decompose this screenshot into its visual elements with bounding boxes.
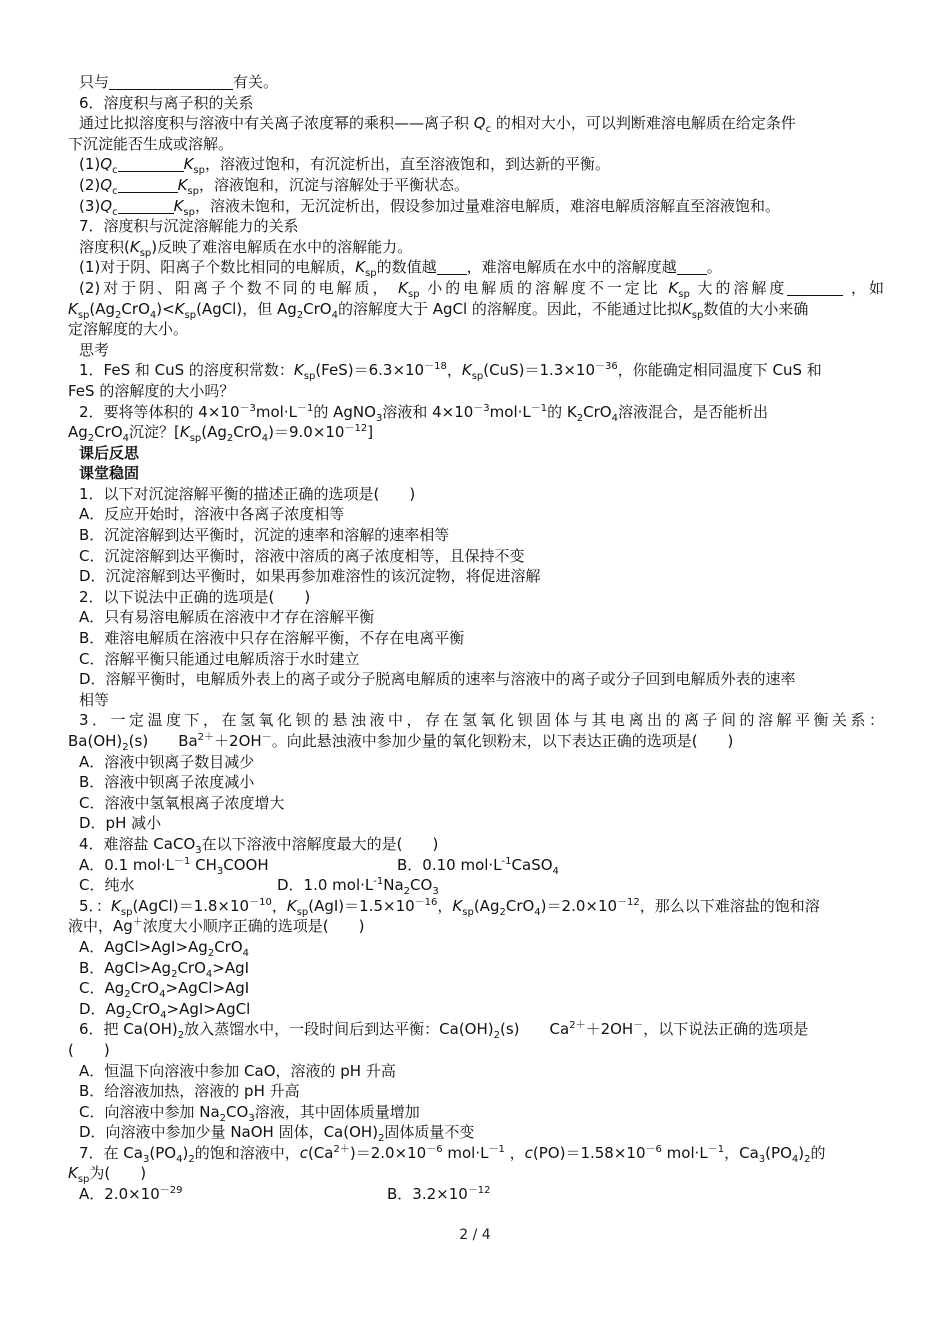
text-line: $(2)Q_c$ $K_{sp}$，溶液饱和，沉淀与溶解处于平衡状态。 (79, 175, 469, 197)
option-line: B．沉淀溶解到达平衡时，沉淀的速率和溶解的速率相等 (79, 526, 450, 545)
option-line: A．恒温下向溶液中参加 CaO，溶液的 pH 升高 (79, 1061, 396, 1080)
question-line: 1．以下对沉淀溶解平衡的描述正确的选项是( ) (79, 484, 416, 503)
question-line: $K_{sp}$为( ) (68, 1164, 147, 1186)
option-line: A．0.1 $mol\cdot L^{-1}$ $CH_3COOH$ B．0.10 $mol\cdot L^{-1}CaSO_4$ (79, 855, 559, 877)
option-line: D．$Ag_2CrO_4>AgI>AgCl$ (79, 999, 251, 1021)
option-line: D．向溶液中参加少量 NaOH 固体，$Ca(OH)_2$固体质量不变 (79, 1123, 475, 1145)
text-line: 溶度积$(K_{sp})$反映了难溶电解质在水中的溶解能力。 (79, 237, 413, 259)
text-line: 下沉淀能否生成或溶解。 (68, 134, 234, 153)
text-line: 定溶解度的大小。 (68, 320, 189, 339)
question-line: 2．要将等体积的 $4\times 10^{-3}mol\cdot L^{-1}$的 AgNO$_3$溶液和 $4\times 10^{-3}mol\cdot L^{-1}$的 $K_2CrO_4$溶液混合，是否能析出 (79, 402, 768, 424)
text-line: $(3)Q_c$ $K_{sp}$，溶液未饱和，无沉淀析出，假设参加过量难溶电解质，难溶电解质溶解直至溶液饱和。 (79, 196, 780, 218)
option-line: C．溶液中氢氧根离子浓度增大 (79, 793, 285, 812)
option-line: C．沉淀溶解到达平衡时，溶液中溶质的离子浓度相等，且保持不变 (79, 546, 525, 565)
question-line: 1．FeS 和 CuS 的溶度积常数：$K_{sp}(FeS)=6.3\times 10^{-18}$，$K_{sp}(CuS)=1.3\times 10^{-36}$，你能确定相同温度下 CuS 和 (79, 361, 822, 383)
option-line: B．$AgCl>Ag_2CrO_4>AgI$ (79, 958, 250, 980)
question-line: 4．难溶盐 CaCO$_3$在以下溶液中溶解度最大的是( ) (79, 834, 439, 856)
text-line: (1)对于阴、阳离子个数比相同的电解质，$K_{sp}$的数值越 ，难溶电解质在水中的溶解度越 。 (79, 258, 722, 280)
option-line: A．溶液中钡离子数目减少 (79, 752, 255, 771)
question-line: 5．：$K_{sp}(AgCl)=1.8\times 10^{-10}$，$K_{sp}(AgI)=1.5\times 10^{-16}$，$K_{sp}(Ag_2CrO_4)=2.0\times 10^{-12}$，那么以下难溶盐的饱和溶 (79, 896, 820, 918)
text-line: $(1)Q_c$ $K_{sp}$，溶液过饱和，有沉淀析出，直至溶液饱和，到达新的平衡。 (79, 155, 610, 177)
option-line: D．pH 减小 (79, 814, 162, 833)
page-number: 2 / 4 (459, 1227, 491, 1243)
question-line: $Ag_2CrO_4$沉淀？$[K_{sp}(Ag_2CrO_4)=9.0\times 10^{-12}]$ (68, 423, 374, 445)
text-line: $K_{sp}(Ag_2CrO_4)<K_{sp}(AgCl)$，但 $Ag_2CrO_4$的溶解度大于 AgCl 的溶解度。因此，不能通过比拟$K_{sp}$数值的大小来确 (68, 299, 809, 321)
option-line: B．难溶电解质在溶液中只存在溶解平衡，不存在电离平衡 (79, 629, 465, 648)
section-heading: 6．溶度积与离子积的关系 (79, 93, 254, 112)
option-line: C．溶解平衡只能通过电解质溶于水时建立 (79, 649, 360, 668)
text-line: (2)对于阴、阳离子个数不同的电解质， $K_{sp}$ 小的电解质的溶解度不一定比 $K_{sp}$ 大的溶解度 ，如 (79, 278, 884, 300)
option-line: A．$AgCl>AgI>Ag_2CrO_4$ (79, 937, 250, 959)
question-line: $Ba(OH)_2(s)$ $Ba^{2+}+2OH^-$。向此悬浊液中参加少量的氧化钡粉末，以下表达正确的选项是( ) (68, 732, 734, 753)
option-line: C．纯水 D．1.0 $mol\cdot L^{-1}Na_2CO_3$ (79, 876, 439, 898)
option-line: A．只有易溶电解质在溶液中才存在溶解平衡 (79, 608, 375, 627)
option-line: A．反应开始时，溶液中各离子浓度相等 (79, 505, 345, 524)
option-line: C．$Ag_2CrO_4>AgCl>AgI$ (79, 979, 250, 1001)
question-line: FeS 的溶解度的大小吗？ (68, 381, 235, 400)
option-line: B．溶液中钡离子浓度减小 (79, 773, 255, 792)
question-line: 3．一定温度下，在氢氧化钡的悬浊液中，存在氢氧化钡固体与其电离出的离子间的溶解平衡关系： (79, 711, 884, 730)
question-line: 液中，Ag＋浓度大小顺序正确的选项是( ) (68, 917, 365, 936)
option-line: 相等 (79, 690, 110, 709)
option-line: B．给溶液加热，溶液的 pH 升高 (79, 1082, 300, 1101)
section-heading: 课堂稳固 (79, 464, 140, 483)
question-line: 2．以下说法中正确的选项是( ) (79, 587, 311, 606)
question-line: 6．把 $Ca(OH)_2$放入蒸馏水中，一段时间后到达平衡：$Ca(OH)_2(s)$ $Ca^{2+}+2OH^-$，以下说法正确的选项是 (79, 1020, 809, 1042)
question-line: ( ) (68, 1040, 110, 1059)
text-line: 通过比拟溶度积与溶液中有关离子浓度幂的乘积——离子积 $Q_c$ 的相对大小，可以判断难溶电解质在给定条件 (79, 114, 796, 136)
section-heading: 7．溶度积与沉淀溶解能力的关系 (79, 217, 299, 236)
section-heading: 思考 (79, 340, 110, 359)
option-line: A．$2.0\times 10^{-29}$ B．$3.2\times 10^{-12}$ (79, 1185, 491, 1204)
question-line: 7．在 $Ca_3(PO_4)_2$的饱和溶液中，$c(Ca^{2+})=2.0\times 10^{-6}$ $mol\cdot L^{-1}$ ，$c(PO)=1.58\times 10^{-6}$ $mol\cdot L^{-1}$，$Ca_3(PO_4)_2$的 (79, 1143, 826, 1165)
option-line: D．沉淀溶解到达平衡时，如果再参加难溶性的该沉淀物，将促进溶解 (79, 567, 541, 586)
section-heading: 课后反思 (79, 443, 140, 462)
option-line: D．溶解平衡时，电解质外表上的离子或分子脱离电解质的速率与溶液中的离子或分子回到电解质外表的速率 (79, 670, 796, 689)
document-page (68, 72, 884, 1205)
text-line: 只与 有关。 (79, 73, 279, 91)
option-line: C．向溶液中参加 $Na_2CO_3$溶液，其中固体质量增加 (79, 1102, 420, 1124)
